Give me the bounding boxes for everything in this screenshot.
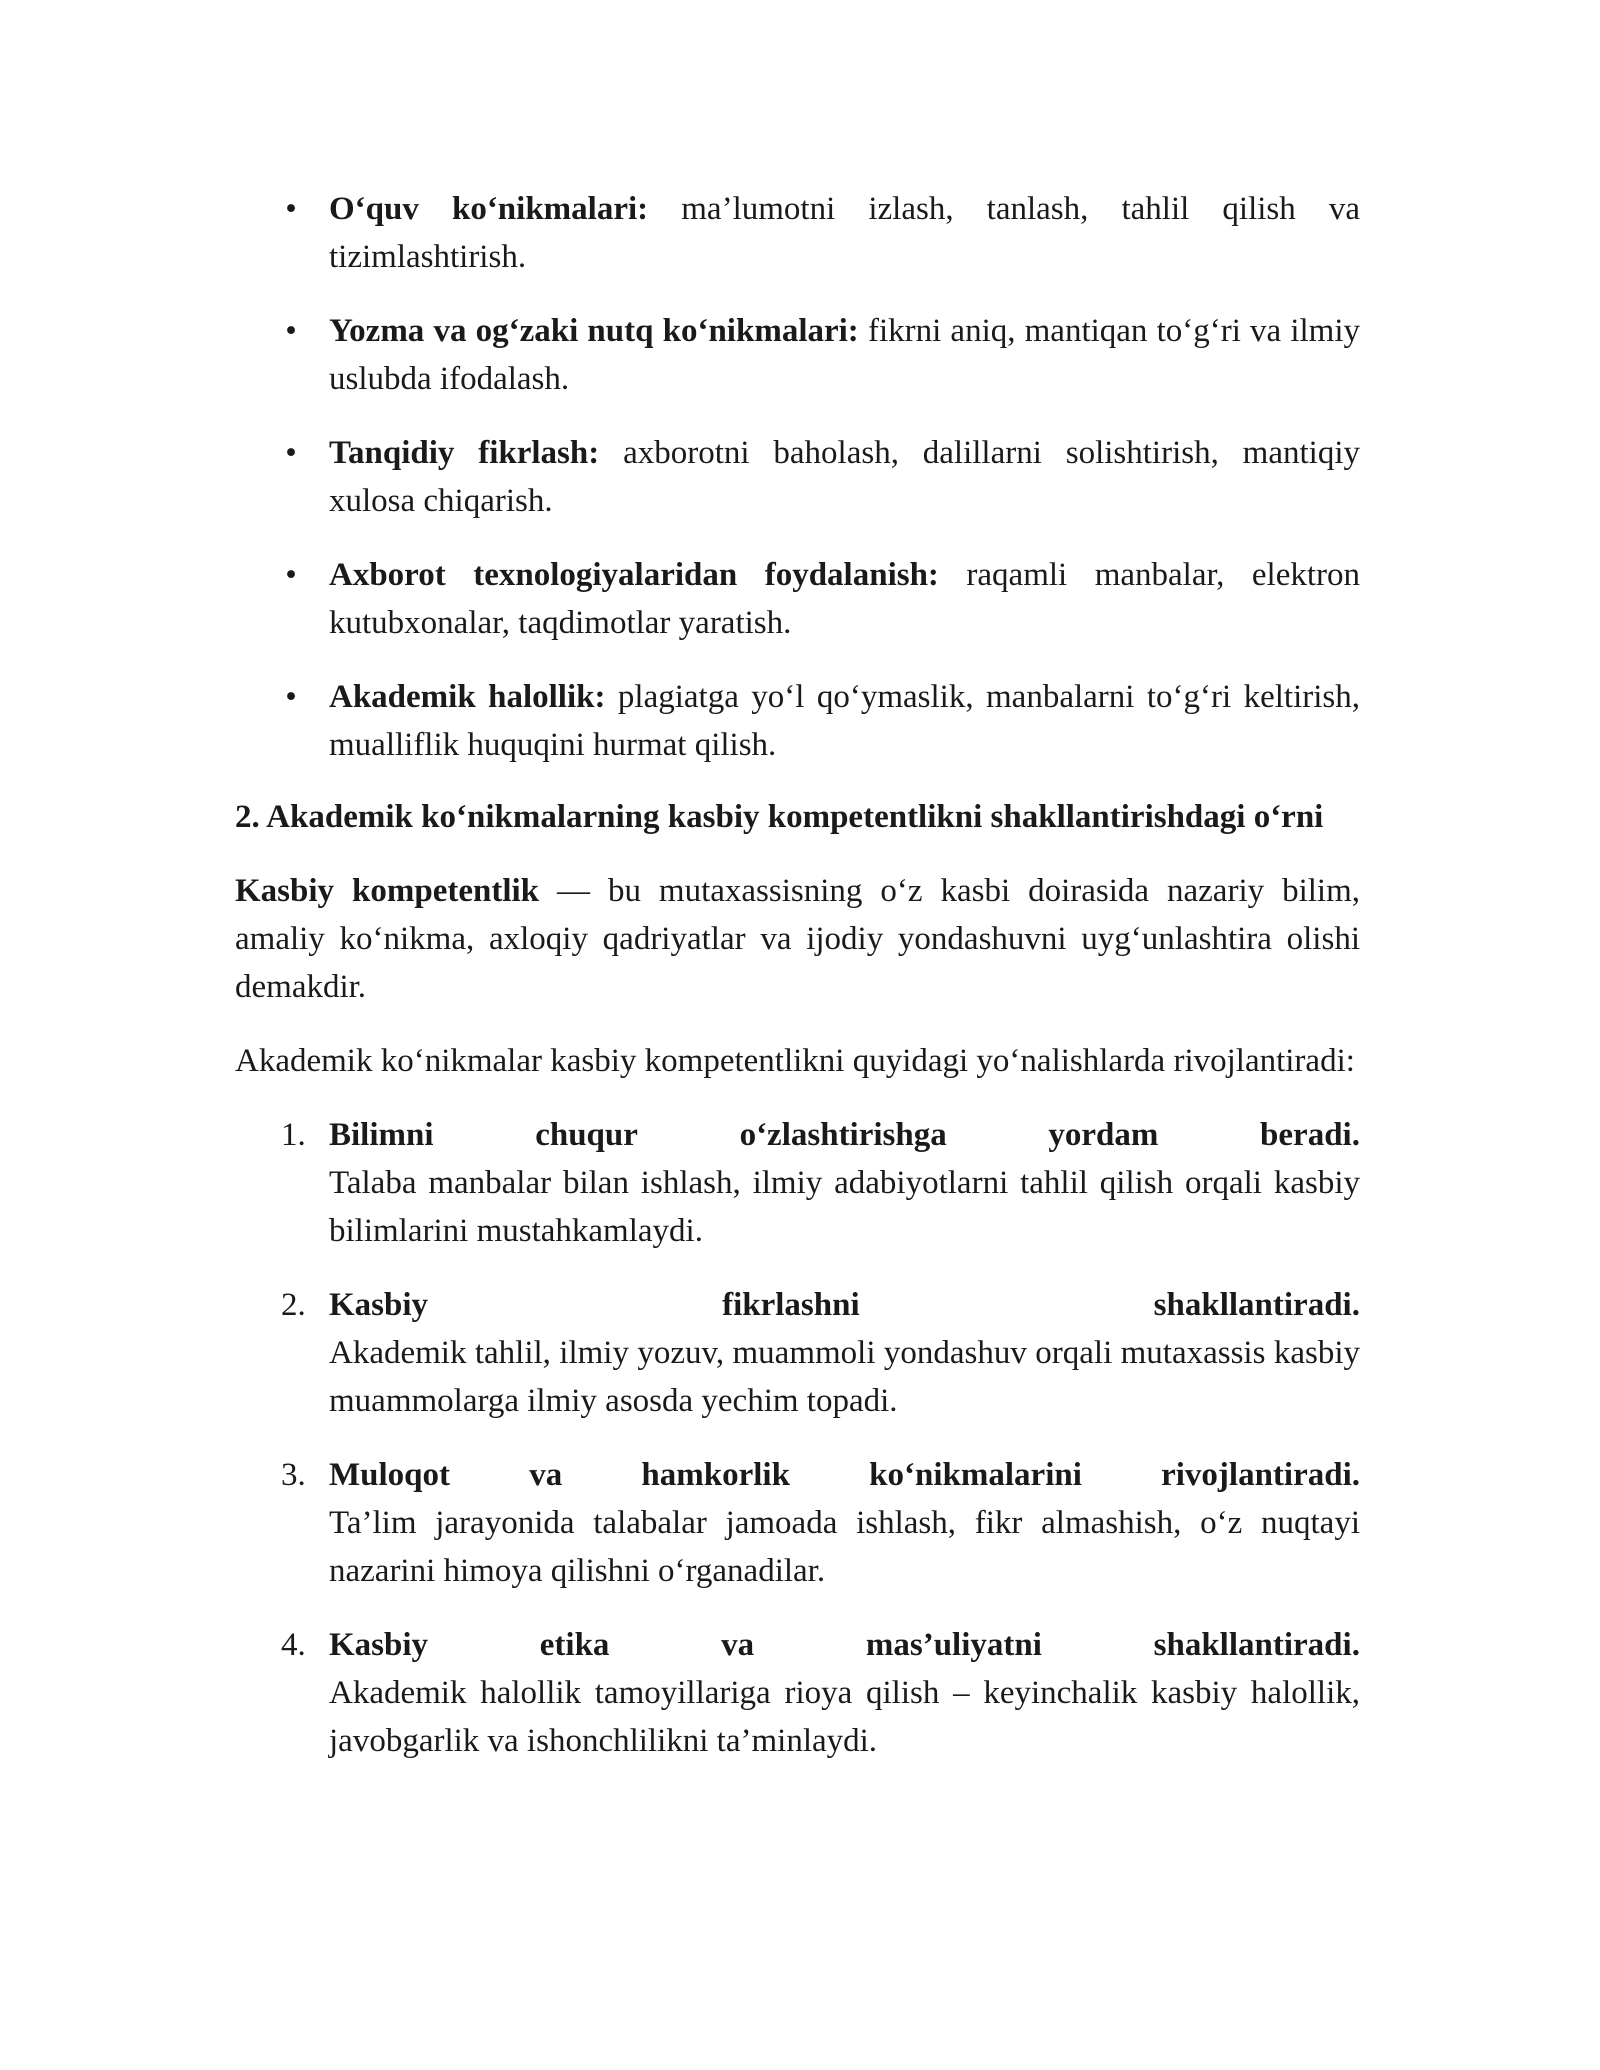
lead-word: va — [529, 1457, 563, 1493]
lead-word: chuqur — [535, 1117, 638, 1153]
item-number: 2. — [281, 1287, 306, 1323]
item-number: 4. — [281, 1627, 306, 1663]
lead-word: va — [721, 1627, 755, 1663]
lead-word: fikrlashni — [722, 1287, 860, 1323]
lead-word: etika — [539, 1627, 610, 1663]
numbered-item — [235, 1281, 1360, 1425]
item-text: Talaba manbalar bilan ishlash, ilmiy adabiyotlarni tahlil qilish orqali kasbiy bilimlarini mustahkamlaydi. — [329, 1165, 1360, 1249]
bullet-term: O‘quv ko‘nikmalari: — [329, 191, 649, 227]
bullet-term: Axborot texnologiyalaridan foydalanish: — [329, 557, 939, 593]
bullet-text: raqamli manbalar, elektron kutubxonalar, taqdimotlar yaratish. — [329, 557, 1360, 641]
item-text: Akademik tahlil, ilmiy yozuv, muammoli yondashuv orqali mutaxassis kasbiy muammolarga ilmiy asosda yechim topadi. — [329, 1335, 1360, 1419]
definition-paragraph — [235, 867, 1360, 1011]
bullet-term: Yozma va og‘zaki nutq ko‘nikmalari: — [329, 313, 859, 349]
bullet-text: fikrni aniq, mantiqan to‘g‘ri va ilmiy uslubda ifodalash. — [329, 313, 1361, 397]
definition-term: Kasbiy kompetentlik — [235, 873, 540, 909]
lead-word: Kasbiy — [329, 1287, 429, 1323]
bullet-icon: • — [285, 679, 297, 715]
bullet-text: plagiatga yo‘l qo‘ymaslik, manbalarni to‘g‘ri keltirish, mualliflik huquqini hurmat qilish. — [329, 679, 1360, 763]
item-lead — [329, 1111, 1360, 1159]
bullet-item — [235, 551, 1360, 647]
bullet-term: Tanqidiy fikrlash: — [329, 435, 600, 471]
numbered-item — [235, 1621, 1360, 1765]
numbered-list — [235, 1111, 1360, 1765]
bullet-icon: • — [285, 435, 297, 471]
lead-word: ko‘nikmalarini — [869, 1457, 1082, 1493]
bullet-term: Akademik halollik: — [329, 679, 606, 715]
bullet-item — [235, 307, 1360, 403]
lead-word: Muloqot — [329, 1457, 451, 1493]
definition-text: — bu mutaxassisning o‘z kasbi doirasida nazariy bilim, amaliy ko‘nikma, axloqiy qadriyatlar va ijodiy yondashuvni uyg‘unlashtira olishi demakdir. — [235, 873, 1360, 1005]
bullet-icon: • — [285, 557, 297, 593]
bullet-item — [235, 673, 1360, 769]
page-content — [235, 185, 1360, 1791]
lead-word: Bilimni — [329, 1117, 434, 1153]
item-lead — [329, 1621, 1360, 1669]
lead-word: mas’uliyatni — [865, 1627, 1042, 1663]
lead-word: o‘zlashtirishga — [739, 1117, 947, 1153]
numbered-item — [235, 1111, 1360, 1255]
item-number: 3. — [281, 1457, 306, 1493]
bullet-item — [235, 429, 1360, 525]
bullet-text: ma’lumotni izlash, tanlash, tahlil qilish va tizimlashtirish. — [329, 191, 1361, 275]
item-text: Ta’lim jarayonida talabalar jamoada ishlash, fikr almashish, o‘z nuqtayi nazarini himoya qilishni o‘rganadilar. — [329, 1505, 1360, 1589]
skills-bullet-list — [235, 185, 1360, 769]
bullet-item — [235, 185, 1360, 281]
lead-word: hamkorlik — [641, 1457, 790, 1493]
section-heading: 2. Akademik ko‘nikmalarning kasbiy kompetentlikni shakllantirishdagi o‘rni — [235, 799, 1324, 835]
lead-word: rivojlantiradi. — [1161, 1457, 1360, 1493]
lead-word: shakllantiradi. — [1153, 1287, 1360, 1323]
bullet-icon: • — [285, 191, 297, 227]
bullet-icon: • — [285, 313, 297, 349]
lead-word: Kasbiy — [329, 1627, 429, 1663]
lead-word: yordam — [1048, 1117, 1159, 1153]
bullet-text: axborotni baholash, dalillarni solishtirish, mantiqiy xulosa chiqarish. — [329, 435, 1361, 519]
numbered-item — [235, 1451, 1360, 1595]
item-text: Akademik halollik tamoyillariga rioya qilish – keyinchalik kasbiy halollik, javobgarlik va ishonchlilikni ta’minlaydi. — [329, 1675, 1360, 1759]
item-lead — [329, 1451, 1360, 1499]
intro-paragraph: Akademik ko‘nikmalar kasbiy kompetentlikni quyidagi yo‘nalishlarda rivojlantiradi: — [235, 1043, 1355, 1079]
lead-word: shakllantiradi. — [1153, 1627, 1360, 1663]
item-number: 1. — [281, 1117, 306, 1153]
lead-word: beradi. — [1260, 1117, 1360, 1153]
item-lead — [329, 1281, 1360, 1329]
